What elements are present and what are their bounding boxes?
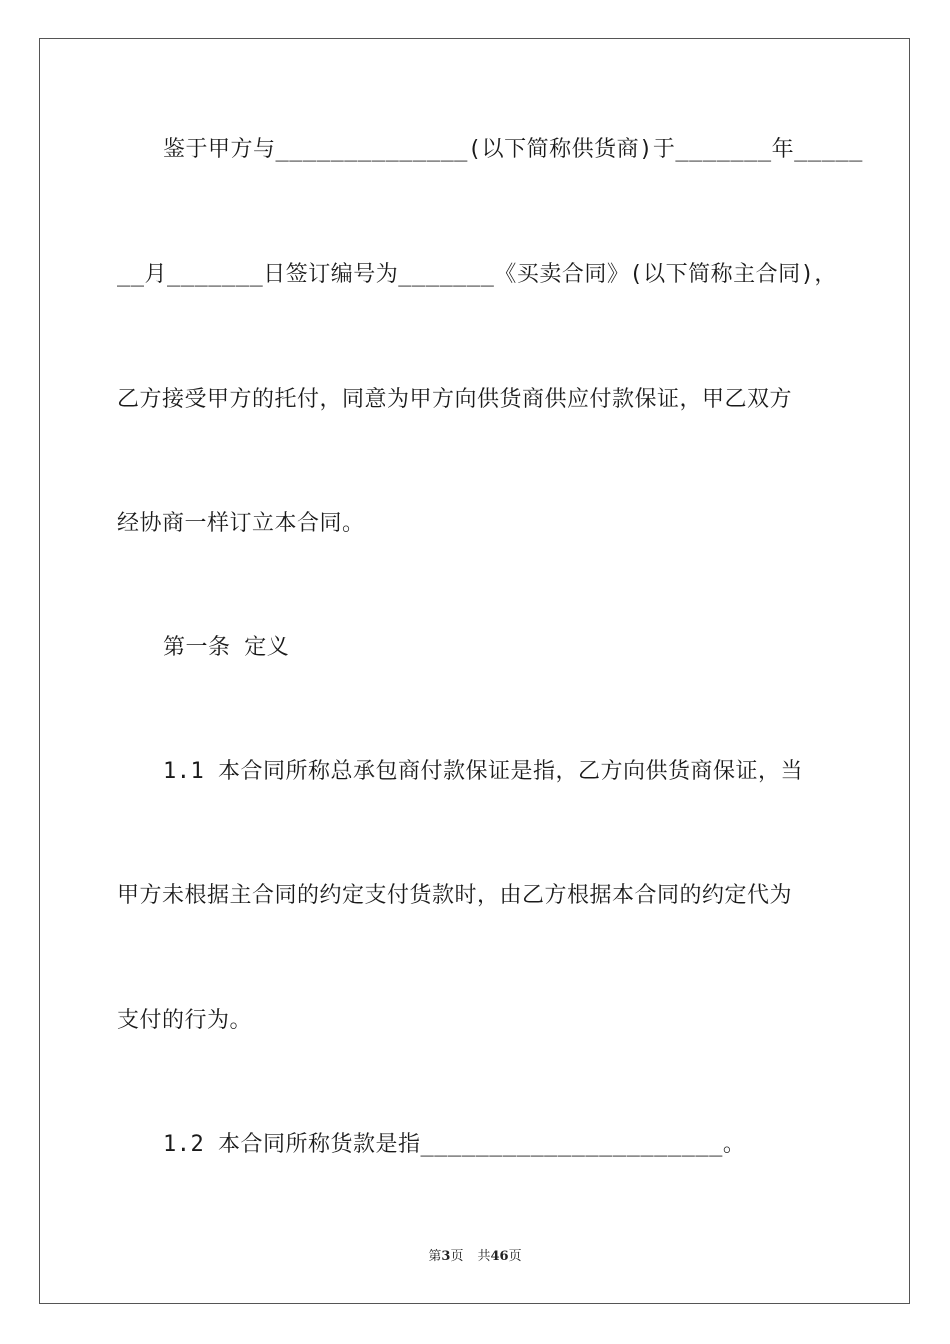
paragraph-line-2: __月_______日签订编号为_______《买卖合同》(以下简称主合同)， <box>117 262 837 287</box>
footer-total-pages: 46 <box>490 1249 509 1264</box>
clause-1-1-line-3: 支付的行为。 <box>117 1008 253 1033</box>
footer-page-prefix: 第 <box>428 1249 442 1264</box>
footer-total-prefix: 共 <box>477 1249 491 1264</box>
paragraph-line-3: 乙方接受甲方的托付，同意为甲方向供货商供应付款保证，甲乙双方 <box>117 387 793 412</box>
footer-page-number: 3 <box>441 1249 451 1264</box>
footer-page-suffix: 页 <box>450 1249 464 1264</box>
clause-1-2-line-1: 1.2 本合同所称货款是指______________________。 <box>163 1132 746 1157</box>
paragraph-line-4: 经协商一样订立本合同。 <box>117 511 365 536</box>
page-border <box>39 38 910 1304</box>
clause-1-1-line-2: 甲方未根据主合同的约定支付货款时，由乙方根据本合同的约定代为 <box>117 883 793 908</box>
footer-total-suffix: 页 <box>508 1249 522 1264</box>
clause-1-1-line-1: 1.1 本合同所称总承包商付款保证是指，乙方向供货商保证，当 <box>163 759 803 784</box>
section-heading: 第一条 定义 <box>163 635 290 660</box>
paragraph-line-1: 鉴于甲方与______________(以下简称供货商)于_______年_____ <box>163 137 863 162</box>
page-footer <box>0 1248 950 1266</box>
